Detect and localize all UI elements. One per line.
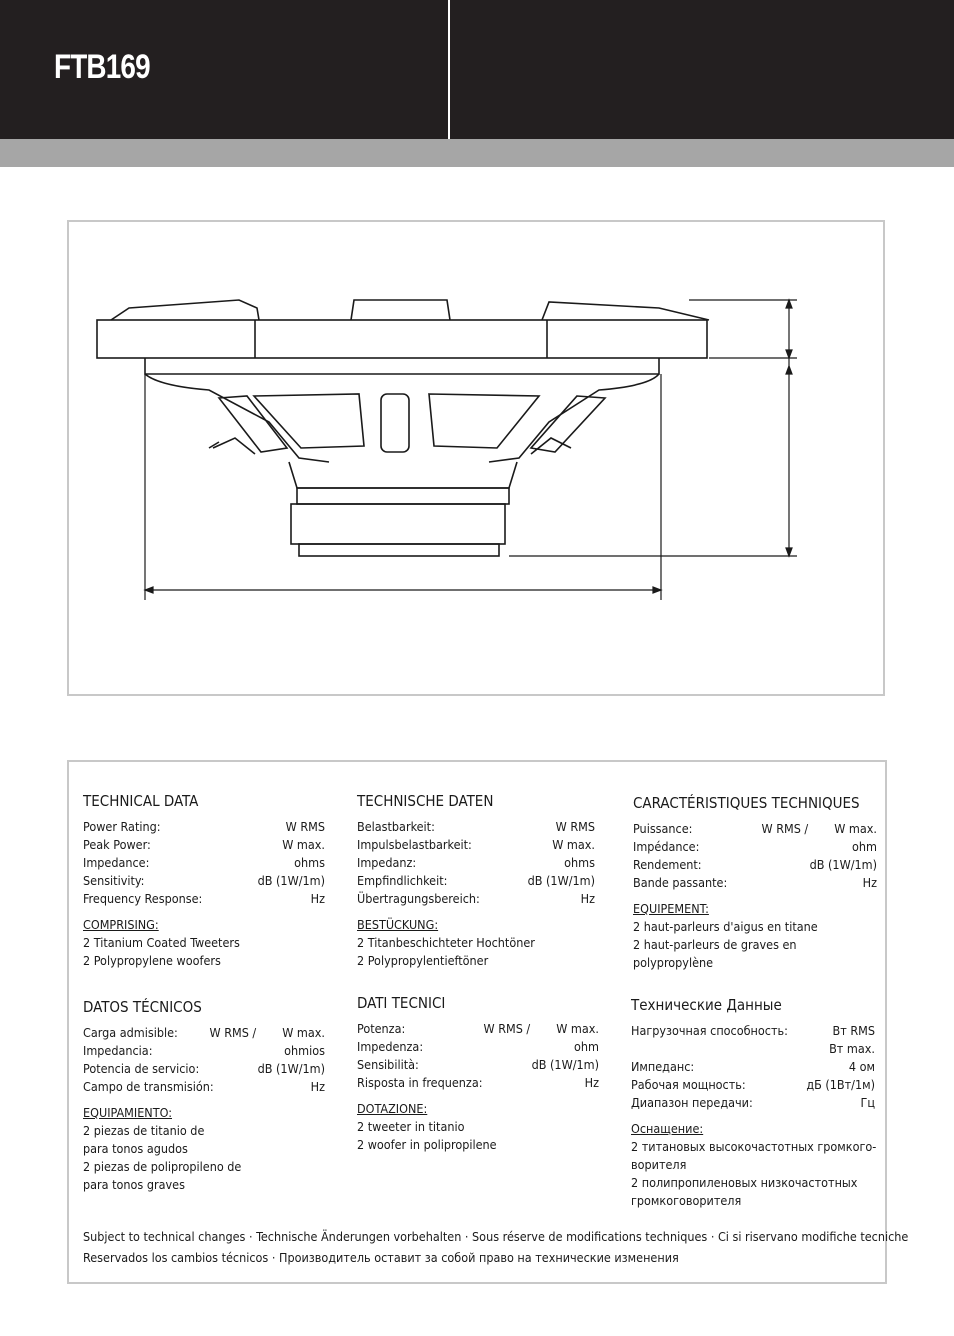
spec-value: W max. [834, 821, 877, 836]
spec-row [631, 1058, 875, 1076]
spec-label: Puissance: [633, 821, 693, 836]
speaker-drawing-panel [67, 220, 885, 696]
model-title: FTB169 [54, 48, 150, 86]
component-item: polypropylène [633, 955, 714, 970]
section-title: TECHNISCHE DATEN [357, 792, 494, 810]
spec-value: Hz [310, 1079, 325, 1094]
comprising-heading: EQUIPAMIENTO: [83, 1105, 172, 1120]
component-item: 2 Titanbeschichteter Hochtöner [357, 935, 535, 950]
section-title: DATI TECNICI [357, 994, 446, 1012]
section-title: DATOS TÉCNICOS [83, 998, 202, 1016]
spec-value: дБ (1Вт/1м) [806, 1077, 875, 1092]
spec-label: Belastbarkeit: [357, 819, 435, 834]
header-divider [448, 0, 450, 139]
spec-row [357, 1056, 599, 1074]
gray-band [0, 139, 954, 167]
spec-row [357, 836, 595, 854]
spec-row [83, 890, 325, 908]
spec-value: Вт RMS [832, 1023, 875, 1038]
spec-row [633, 856, 877, 874]
spec-label: Peak Power: [83, 837, 151, 852]
spec-value: Hz [580, 891, 595, 906]
spec-row [633, 874, 877, 892]
spec-label: Carga admisible: [83, 1025, 178, 1040]
component-item: para tonos agudos [83, 1141, 188, 1156]
spec-value: W max. [282, 1025, 325, 1040]
spec-row [83, 1078, 325, 1096]
spec-label: Impedanz: [357, 855, 417, 870]
section-title: TECHNICAL DATA [83, 792, 199, 810]
spec-label: Risposta in frequenza: [357, 1075, 483, 1090]
component-item: 2 haut-parleurs d'aigus en titane [633, 919, 818, 934]
spec-row [631, 1094, 875, 1112]
spec-value: ohm [574, 1039, 599, 1054]
spec-section-ru [631, 996, 875, 1210]
spec-value: Hz [584, 1075, 599, 1090]
spec-row [633, 820, 877, 838]
component-item: para tonos graves [83, 1177, 185, 1192]
spec-unit-rms: W RMS / [209, 1025, 257, 1040]
spec-value: ohms [564, 855, 595, 870]
section-title: Технические Данные [631, 996, 782, 1014]
spec-section-en [83, 792, 325, 970]
spec-value: W RMS [285, 819, 325, 834]
spec-value: W RMS [555, 819, 595, 834]
spec-label: Impédance: [633, 839, 700, 854]
spec-row [357, 1020, 599, 1038]
comprising-heading: Оснащение: [631, 1121, 704, 1136]
spec-label: Empfindlichkeit: [357, 873, 448, 888]
spec-row [357, 854, 595, 872]
spec-value: W max. [556, 1021, 599, 1036]
spec-row [83, 818, 325, 836]
spec-row [83, 872, 325, 890]
spec-label: Impedance: [83, 855, 150, 870]
spec-row [633, 838, 877, 856]
section-title: CARACTÉRISTIQUES TECHNIQUES [633, 794, 860, 812]
component-item: 2 woofer in polipropilene [357, 1137, 497, 1152]
comprising-heading: COMPRISING: [83, 917, 159, 932]
spec-label: Диапазон передачи: [631, 1095, 753, 1110]
component-item: 2 tweeter in titanio [357, 1119, 465, 1134]
spec-row [631, 1040, 875, 1058]
spec-value: Вт max. [829, 1041, 875, 1056]
spec-value: W max. [552, 837, 595, 852]
disclaimer-line-1: Subject to technical changes · Technische Änderungen vorbehalten · Sous réserve de modifications techniques · Ci si riservano modifiche tecniche [83, 1229, 909, 1244]
spec-row [83, 1042, 325, 1060]
spec-label: Sensibilità: [357, 1057, 419, 1072]
spec-label: Potencia de servicio: [83, 1061, 200, 1076]
speaker-side-view-drawing [69, 222, 887, 698]
spec-row [83, 1060, 325, 1078]
spec-row [631, 1076, 875, 1094]
header-bar [0, 0, 954, 139]
spec-section-fr [633, 794, 877, 972]
component-item: 2 Titanium Coated Tweeters [83, 935, 240, 950]
spec-label: Impulsbelastbarkeit: [357, 837, 472, 852]
spec-value: dB (1W/1m) [527, 873, 595, 888]
component-item: 2 титановых высокочастотных громкого- [631, 1139, 877, 1154]
spec-section-it [357, 994, 599, 1154]
spec-value: dB (1W/1m) [257, 1061, 325, 1076]
spec-label: Übertragungsbereich: [357, 891, 480, 906]
spec-label: Импеданс: [631, 1059, 695, 1074]
disclaimer-line-2: Reservados los cambios técnicos · Производитель оставит за собой право на технические изменения [83, 1250, 679, 1265]
spec-value: ohm [852, 839, 877, 854]
component-item: 2 Polypropylene woofers [83, 953, 221, 968]
component-item: громкоговорителя [631, 1193, 742, 1208]
spec-value: Hz [862, 875, 877, 890]
spec-label: Rendement: [633, 857, 702, 872]
comprising-heading: DOTAZIONE: [357, 1101, 428, 1116]
spec-label: Impedancia: [83, 1043, 153, 1058]
spec-label: Bande passante: [633, 875, 728, 890]
comprising-heading: BESTÜCKUNG: [357, 917, 439, 932]
spec-value: Гц [860, 1095, 875, 1110]
spec-value: dB (1W/1m) [809, 857, 877, 872]
spec-label: Frequency Response: [83, 891, 203, 906]
component-item: ворителя [631, 1157, 687, 1172]
component-item: 2 piezas de titanio de [83, 1123, 205, 1138]
spec-label: Power Rating: [83, 819, 161, 834]
spec-row [631, 1022, 875, 1040]
spec-row [357, 818, 595, 836]
spec-row [83, 836, 325, 854]
spec-section-de [357, 792, 595, 970]
spec-row [357, 1038, 599, 1056]
spec-row [357, 872, 595, 890]
spec-unit-rms: W RMS / [483, 1021, 531, 1036]
spec-value: Hz [310, 891, 325, 906]
component-item: 2 Polypropylentieftöner [357, 953, 489, 968]
spec-unit-rms: W RMS / [761, 821, 809, 836]
spec-row [357, 890, 595, 908]
spec-row [83, 1024, 325, 1042]
spec-label: Impedenza: [357, 1039, 424, 1054]
spec-section-es [83, 998, 325, 1194]
spec-label: Potenza: [357, 1021, 406, 1036]
component-item: 2 полипропиленовых низкочастотных [631, 1175, 858, 1190]
component-item: 2 piezas de polipropileno de [83, 1159, 242, 1174]
spec-label: Рабочая мощность: [631, 1077, 746, 1092]
spec-value: ohmios [284, 1043, 325, 1058]
spec-value: 4 ом [848, 1059, 875, 1074]
component-item: 2 haut-parleurs de graves en [633, 937, 797, 952]
spec-value: W max. [282, 837, 325, 852]
spec-label: Campo de transmisión: [83, 1079, 214, 1094]
spec-label: Нагрузочная способность: [631, 1023, 788, 1038]
spec-row [357, 1074, 599, 1092]
spec-value: dB (1W/1m) [531, 1057, 599, 1072]
spec-label: Sensitivity: [83, 873, 145, 888]
spec-row [83, 854, 325, 872]
spec-panel [67, 760, 909, 1284]
spec-value: dB (1W/1m) [257, 873, 325, 888]
spec-value: ohms [294, 855, 325, 870]
comprising-heading: EQUIPEMENT: [633, 901, 709, 916]
